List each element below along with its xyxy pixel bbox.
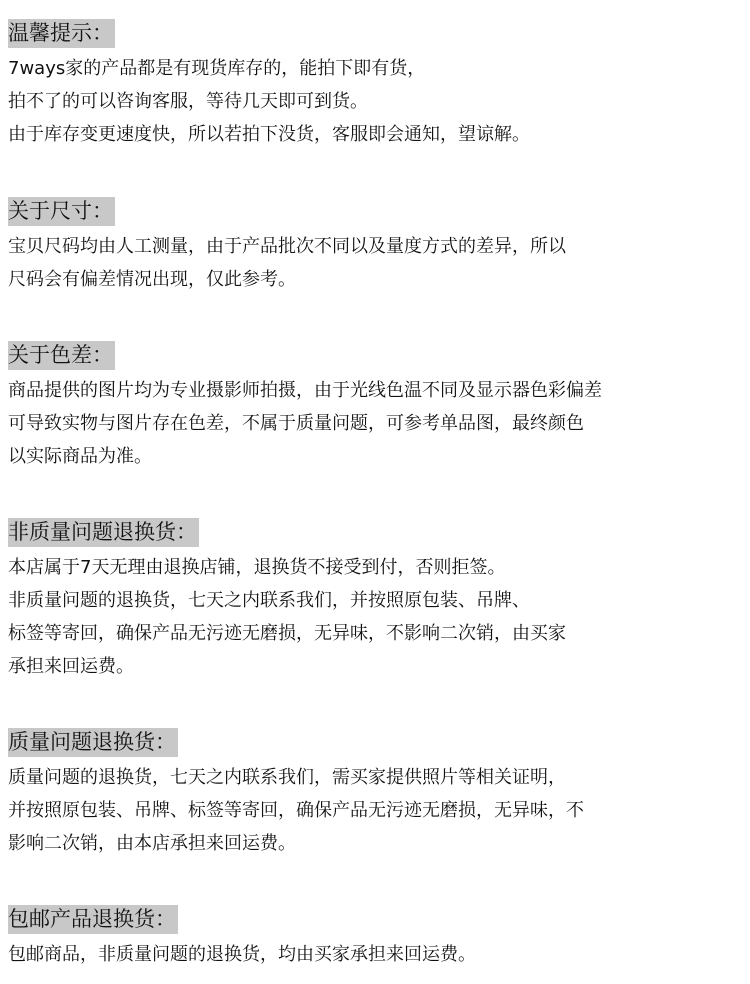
body-line: 影响二次销，由本店承担来回运费。 [8,833,296,854]
body-line: 质量问题的退换货，七天之内联系我们，需买家提供照片等相关证明， [8,767,566,788]
section-free-shipping-returns [8,905,476,971]
section-heading: 非质量问题退换货： [8,518,199,547]
body-line: 承担来回运费。 [8,656,134,677]
body-line: 由于库存变更速度快，所以若拍下没货，客服即会通知，望谅解。 [8,124,530,145]
section-heading: 质量问题退换货： [8,728,178,757]
section-about-size [8,197,566,296]
section-heading: 关于尺寸： [8,197,115,226]
body-line: 并按照原包装、吊牌、标签等寄回，确保产品无污迹无磨损，无异味，不 [8,800,584,821]
section-body [8,938,476,971]
section-body [8,52,530,151]
section-about-color [8,341,602,473]
section-warm-tips [8,19,530,151]
section-quality-returns [8,728,584,860]
body-line: 本店属于7天无理由退换店铺，退换货不接受到付，否则拒签。 [8,557,506,578]
body-line: 非质量问题的退换货，七天之内联系我们，并按照原包装、吊牌、 [8,590,530,611]
body-line: 宝贝尺码均由人工测量，由于产品批次不同以及量度方式的差异，所以 [8,236,566,257]
body-line: 包邮商品，非质量问题的退换货，均由买家承担来回运费。 [8,944,476,965]
body-line: 拍不了的可以咨询客服，等待几天即可到货。 [8,91,368,112]
section-body [8,551,566,683]
section-heading: 包邮产品退换货： [8,905,178,934]
body-line: 可导致实物与图片存在色差，不属于质量问题，可参考单品图，最终颜色 [8,413,584,434]
body-line: 以实际商品为准。 [8,446,152,467]
section-body [8,761,584,860]
section-body [8,230,566,296]
section-non-quality-returns [8,518,566,683]
body-line: 尺码会有偏差情况出现，仅此参考。 [8,269,296,290]
section-heading: 关于色差： [8,341,115,370]
section-heading: 温馨提示： [8,19,115,48]
body-line: 商品提供的图片均为专业摄影师拍摄，由于光线色温不同及显示器色彩偏差 [8,380,602,401]
body-line: 标签等寄回，确保产品无污迹无磨损，无异味，不影响二次销，由买家 [8,623,566,644]
body-line: 7ways家的产品都是有现货库存的，能拍下即有货， [8,58,426,79]
section-body [8,374,602,473]
